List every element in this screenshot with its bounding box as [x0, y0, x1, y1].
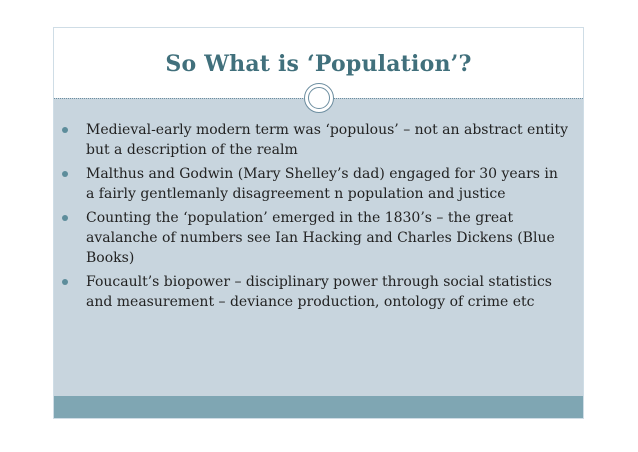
bullet-dot-icon: [62, 279, 68, 285]
bullet-text: Foucault’s biopower – disciplinary power through social statistics and measurement – deviance production, ontology of crime etc: [86, 274, 552, 310]
bullet-list: [54, 120, 583, 316]
bullet-text: Counting the ‘population’ emerged in the 1830’s – the great avalanche of numbers see Ian Hacking and Charles Dickens (Blue Books): [86, 210, 555, 266]
slide-title: So What is ‘Population’?: [165, 51, 472, 77]
circle-inner-ring: [308, 87, 330, 109]
footer-bar: [54, 396, 583, 418]
bullet-dot-icon: [62, 127, 68, 133]
slide: [53, 27, 584, 419]
bullet-dot-icon: [62, 171, 68, 177]
bullet-text: Malthus and Godwin (Mary Shelley’s dad) engaged for 30 years in a fairly gentlemanly disagreement n population and justice: [86, 166, 558, 202]
bullet-item: [54, 272, 583, 312]
bullet-item: [54, 164, 583, 204]
bullet-dot-icon: [62, 215, 68, 221]
bullet-text: Medieval-early modern term was ‘populous’ – not an abstract entity but a description of the realm: [86, 122, 569, 158]
circle-ornament-icon: [304, 83, 334, 113]
bullet-item: [54, 120, 583, 160]
bullet-item: [54, 208, 583, 268]
